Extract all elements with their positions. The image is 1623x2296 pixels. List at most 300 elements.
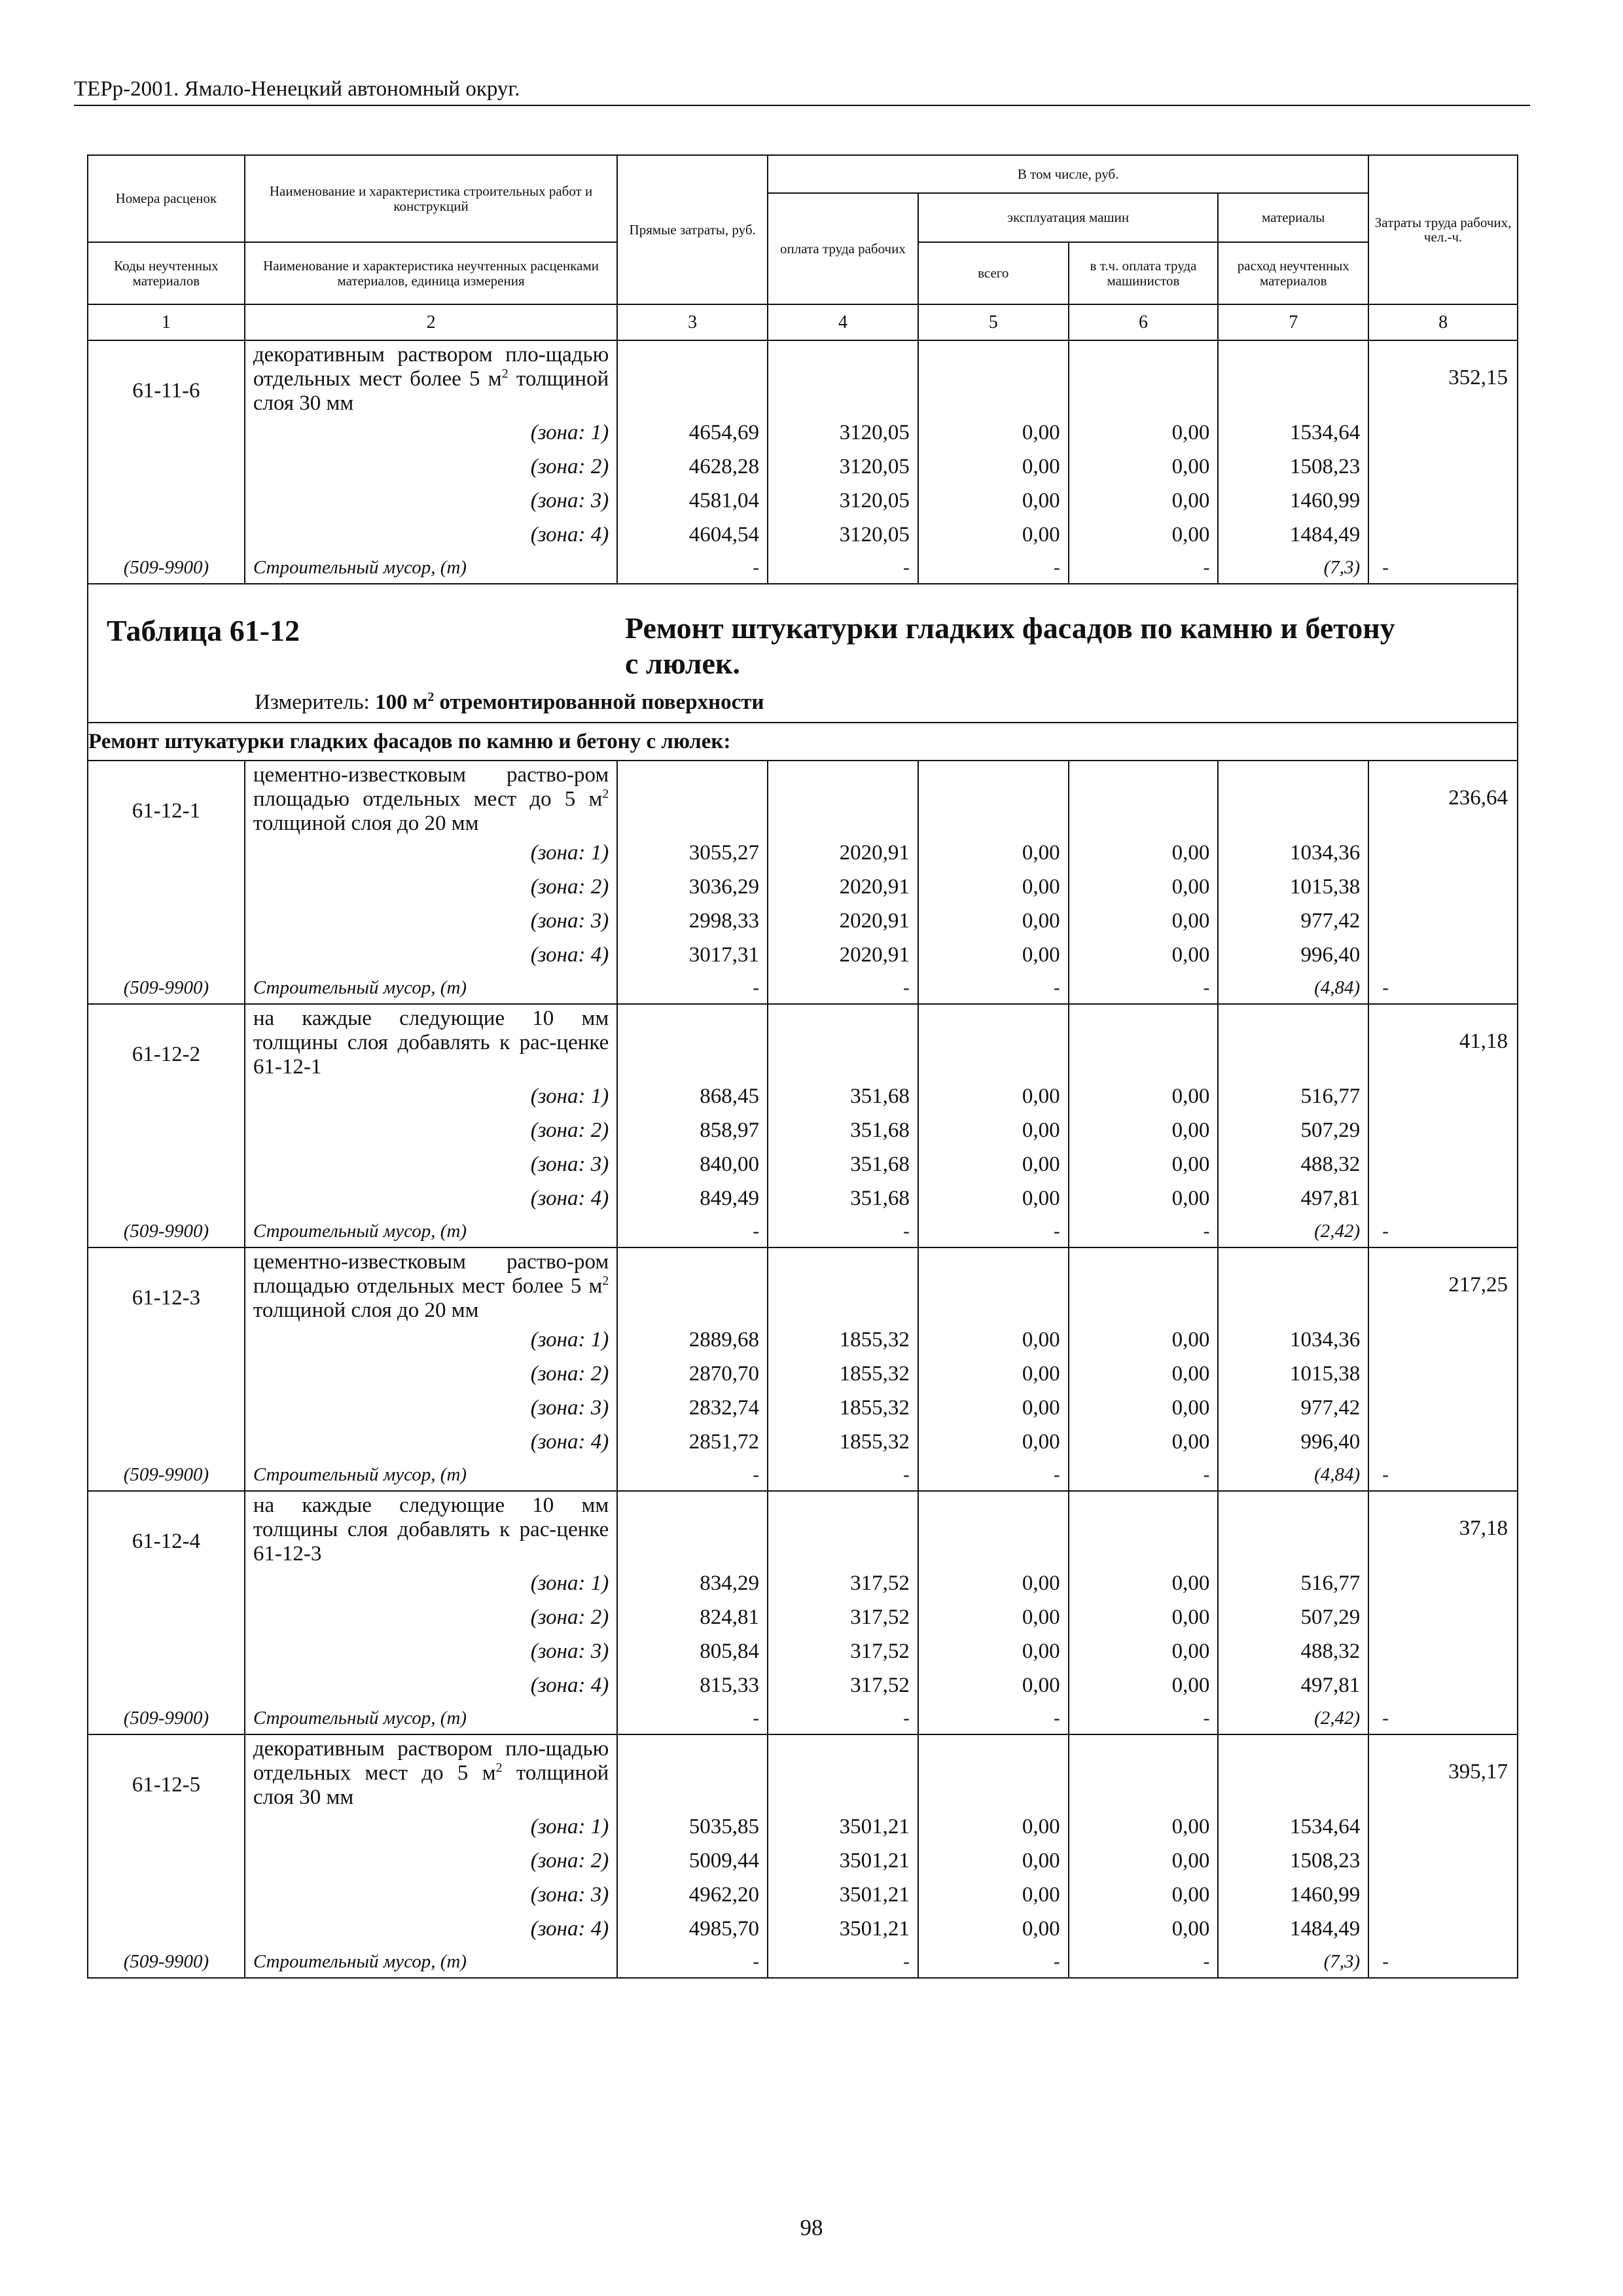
direct-costs-value: 4654,69 (617, 416, 768, 450)
materials-value: 1460,99 (1218, 1878, 1368, 1912)
zone-row (88, 1113, 1518, 1147)
header-operator-pay: в т.ч. оплата труда машинистов (1069, 242, 1219, 304)
zone-row (88, 1323, 1518, 1357)
empty-cell (1218, 761, 1368, 836)
empty-cell (88, 484, 245, 518)
operator-pay-value: 0,00 (1069, 1878, 1219, 1912)
rate-description: на каждые следующие 10 мм толщины слоя добавлять к рас-ценке 61-12-1 (245, 1004, 617, 1079)
dash-cell: - (1069, 1215, 1219, 1247)
material-code: (509-9900) (88, 1946, 245, 1978)
worker-pay-value: 317,52 (768, 1566, 918, 1600)
direct-costs-value: 2889,68 (617, 1323, 768, 1357)
machine-total-value: 0,00 (918, 836, 1069, 870)
debris-row (88, 1946, 1518, 1978)
empty-cell (1368, 1810, 1518, 1844)
zone-label: (зона: 3) (245, 1634, 617, 1668)
worker-pay-value: 3120,05 (768, 450, 918, 484)
header-work-name: Наименование и характеристика строительных работ и конструкций (245, 155, 617, 242)
empty-cell (88, 904, 245, 938)
empty-cell (918, 340, 1069, 416)
zone-row (88, 1566, 1518, 1600)
empty-cell (1368, 1600, 1518, 1634)
operator-pay-value: 0,00 (1069, 416, 1219, 450)
materials-value: 507,29 (1218, 1600, 1368, 1634)
worker-pay-value: 2020,91 (768, 836, 918, 870)
empty-cell (88, 1912, 245, 1946)
dash-cell: - (617, 1702, 768, 1734)
dash-cell: - (918, 1215, 1069, 1247)
empty-cell (768, 1491, 918, 1566)
zone-label: (зона: 3) (245, 904, 617, 938)
direct-costs-value: 840,00 (617, 1147, 768, 1181)
worker-pay-value: 351,68 (768, 1147, 918, 1181)
empty-cell (1368, 904, 1518, 938)
materials-value: 497,81 (1218, 1181, 1368, 1215)
dash-cell: - (1368, 1459, 1518, 1491)
machine-total-value: 0,00 (918, 1566, 1069, 1600)
zone-label: (зона: 4) (245, 938, 617, 972)
direct-costs-value: 4962,20 (617, 1878, 768, 1912)
zone-label: (зона: 1) (245, 1079, 617, 1113)
machine-total-value: 0,00 (918, 416, 1069, 450)
rate-description: цементно-известковым раство-ром площадью отдельных мест более 5 $м^2$ толщиной слоя до 20 мм (245, 1247, 617, 1323)
empty-cell (1069, 1004, 1219, 1079)
dash-cell: - (1368, 1702, 1518, 1734)
zone-label: (зона: 2) (245, 450, 617, 484)
empty-cell (1069, 761, 1219, 836)
material-name: Строительный мусор, (т) (245, 1215, 617, 1247)
operator-pay-value: 0,00 (1069, 938, 1219, 972)
header-rate-numbers: Номера расценок (88, 155, 245, 242)
machine-total-value: 0,00 (918, 1357, 1069, 1391)
direct-costs-value: 834,29 (617, 1566, 768, 1600)
worker-pay-value: 3501,21 (768, 1810, 918, 1844)
table-meter (255, 691, 764, 715)
empty-cell (1368, 1844, 1518, 1878)
empty-cell (1368, 836, 1518, 870)
empty-cell (1218, 1247, 1368, 1323)
direct-costs-value: 3055,27 (617, 836, 768, 870)
zone-row (88, 1079, 1518, 1113)
rate-row (88, 1491, 1518, 1566)
empty-cell (1069, 340, 1219, 416)
zone-row (88, 1357, 1518, 1391)
operator-pay-value: 0,00 (1069, 1391, 1219, 1425)
direct-costs-value: 868,45 (617, 1079, 768, 1113)
zone-row (88, 1181, 1518, 1215)
rate-code: 61-11-6 (88, 340, 245, 416)
empty-cell (1368, 938, 1518, 972)
page-number: 98 (800, 2215, 823, 2240)
zone-label: (зона: 3) (245, 1878, 617, 1912)
zone-label: (зона: 1) (245, 836, 617, 870)
zone-row (88, 1425, 1518, 1459)
operator-pay-value: 0,00 (1069, 1600, 1219, 1634)
debris-amount: (7,3) (1218, 552, 1368, 584)
rate-row (88, 1247, 1518, 1323)
operator-pay-value: 0,00 (1069, 870, 1219, 904)
dash-cell: - (1368, 1215, 1518, 1247)
debris-row (88, 1215, 1518, 1247)
materials-value: 1015,38 (1218, 870, 1368, 904)
machine-total-value: 0,00 (918, 1600, 1069, 1634)
worker-pay-value: 2020,91 (768, 870, 918, 904)
header-material-names: Наименование и характеристика неучтенных расценками материалов, единица измерения (245, 242, 617, 304)
direct-costs-value: 4604,54 (617, 518, 768, 552)
zone-row (88, 416, 1518, 450)
worker-pay-value: 1855,32 (768, 1323, 918, 1357)
empty-cell (768, 761, 918, 836)
column-number: 3 (617, 304, 768, 340)
empty-cell (1069, 1734, 1219, 1810)
materials-value: 516,77 (1218, 1566, 1368, 1600)
empty-cell (617, 1247, 768, 1323)
table-number: Таблица 61-12 (107, 614, 300, 647)
empty-cell (1218, 1491, 1368, 1566)
empty-cell (88, 1357, 245, 1391)
machine-total-value: 0,00 (918, 1323, 1069, 1357)
rate-row (88, 1734, 1518, 1810)
empty-cell (768, 1247, 918, 1323)
materials-value: 1534,64 (1218, 416, 1368, 450)
machine-total-value: 0,00 (918, 518, 1069, 552)
direct-costs-value: 858,97 (617, 1113, 768, 1147)
empty-cell (88, 1668, 245, 1702)
direct-costs-value: 4628,28 (617, 450, 768, 484)
zone-label: (зона: 4) (245, 1912, 617, 1946)
labor-value: 41,18 (1368, 1004, 1518, 1079)
operator-pay-value: 0,00 (1069, 836, 1219, 870)
material-code: (509-9900) (88, 1459, 245, 1491)
empty-cell (88, 450, 245, 484)
direct-costs-value: 805,84 (617, 1634, 768, 1668)
empty-cell (918, 1491, 1069, 1566)
direct-costs-value: 815,33 (617, 1668, 768, 1702)
header-labor: Затраты труда рабочих, чел.-ч. (1368, 155, 1518, 304)
zone-row (88, 870, 1518, 904)
zone-label: (зона: 2) (245, 1357, 617, 1391)
materials-value: 497,81 (1218, 1668, 1368, 1702)
rate-description: цементно-известковым раство-ром площадью отдельных мест до 5 $м^2$ толщиной слоя до 20 мм (245, 761, 617, 836)
worker-pay-value: 3501,21 (768, 1844, 918, 1878)
empty-cell (768, 340, 918, 416)
zone-row (88, 450, 1518, 484)
meter-label: Измеритель: (255, 691, 370, 714)
header-rule (74, 105, 1530, 106)
worker-pay-value: 351,68 (768, 1181, 918, 1215)
material-code: (509-9900) (88, 972, 245, 1004)
header-machine-ops: эксплуатация машин (918, 193, 1219, 242)
empty-cell (1368, 870, 1518, 904)
rate-code: 61-12-4 (88, 1491, 245, 1566)
entries (88, 761, 1518, 1978)
materials-value: 996,40 (1218, 938, 1368, 972)
operator-pay-value: 0,00 (1069, 1181, 1219, 1215)
materials-value: 1034,36 (1218, 836, 1368, 870)
worker-pay-value: 317,52 (768, 1634, 918, 1668)
operator-pay-value: 0,00 (1069, 1566, 1219, 1600)
running-header: ТЕРр-2001. Ямало-Ненецкий автономный округ. (74, 77, 520, 101)
worker-pay-value: 1855,32 (768, 1425, 918, 1459)
dash-cell: - (1368, 552, 1518, 584)
zone-label: (зона: 1) (245, 1566, 617, 1600)
empty-cell (1368, 1566, 1518, 1600)
rate-row (88, 761, 1518, 836)
rates-table (87, 154, 1518, 1979)
header-worker-pay: оплата труда рабочих (768, 193, 918, 304)
worker-pay-value: 317,52 (768, 1668, 918, 1702)
header-material-codes: Коды неучтенных материалов (88, 242, 245, 304)
empty-cell (1368, 518, 1518, 552)
zone-row (88, 1600, 1518, 1634)
machine-total-value: 0,00 (918, 1634, 1069, 1668)
empty-cell (88, 1113, 245, 1147)
rate-row (88, 1004, 1518, 1079)
empty-cell (768, 1734, 918, 1810)
zone-label: (зона: 3) (245, 1147, 617, 1181)
zone-label: (зона: 1) (245, 416, 617, 450)
zone-label: (зона: 2) (245, 870, 617, 904)
debris-row (88, 972, 1518, 1004)
zone-row (88, 1634, 1518, 1668)
material-name: Строительный мусор, (т) (245, 1459, 617, 1491)
rate-code: 61-12-5 (88, 1734, 245, 1810)
empty-cell (617, 1491, 768, 1566)
column-number: 7 (1218, 304, 1368, 340)
header-unaccounted-materials: расход неучтенных материалов (1218, 242, 1368, 304)
rate-code: 61-12-3 (88, 1247, 245, 1323)
operator-pay-value: 0,00 (1069, 484, 1219, 518)
empty-cell (1218, 1004, 1368, 1079)
direct-costs-value: 2870,70 (617, 1357, 768, 1391)
materials-value: 507,29 (1218, 1113, 1368, 1147)
operator-pay-value: 0,00 (1069, 1113, 1219, 1147)
machine-total-value: 0,00 (918, 450, 1069, 484)
debris-amount: (4,84) (1218, 1459, 1368, 1491)
machine-total-value: 0,00 (918, 1912, 1069, 1946)
machine-total-value: 0,00 (918, 1391, 1069, 1425)
operator-pay-value: 0,00 (1069, 1079, 1219, 1113)
empty-cell (617, 340, 768, 416)
debris-row (88, 1702, 1518, 1734)
zone-label: (зона: 4) (245, 518, 617, 552)
materials-value: 996,40 (1218, 1425, 1368, 1459)
empty-cell (88, 1600, 245, 1634)
dash-cell: - (918, 1459, 1069, 1491)
materials-value: 1534,64 (1218, 1810, 1368, 1844)
dash-cell: - (768, 1702, 918, 1734)
machine-total-value: 0,00 (918, 484, 1069, 518)
debris-amount: (4,84) (1218, 972, 1368, 1004)
operator-pay-value: 0,00 (1069, 1323, 1219, 1357)
empty-cell (1368, 1357, 1518, 1391)
materials-value: 1484,49 (1218, 518, 1368, 552)
machine-total-value: 0,00 (918, 1878, 1069, 1912)
worker-pay-value: 1855,32 (768, 1357, 918, 1391)
dash-cell: - (768, 552, 918, 584)
empty-cell (88, 1566, 245, 1600)
debris-row (88, 1459, 1518, 1491)
operator-pay-value: 0,00 (1069, 1634, 1219, 1668)
zone-row (88, 904, 1518, 938)
empty-cell (88, 1634, 245, 1668)
empty-cell (1368, 1147, 1518, 1181)
header-direct-costs: Прямые затраты, руб. (617, 155, 768, 304)
debris-row (88, 552, 1518, 584)
direct-costs-value: 3036,29 (617, 870, 768, 904)
dash-cell: - (918, 1702, 1069, 1734)
zone-label: (зона: 3) (245, 484, 617, 518)
dash-cell: - (1069, 1946, 1219, 1978)
dash-cell: - (768, 1215, 918, 1247)
zone-row (88, 1147, 1518, 1181)
dash-cell: - (617, 972, 768, 1004)
material-code: (509-9900) (88, 552, 245, 584)
empty-cell (88, 1878, 245, 1912)
empty-cell (88, 836, 245, 870)
empty-cell (1368, 1391, 1518, 1425)
column-number: 2 (245, 304, 617, 340)
header-machine-total: всего (918, 242, 1069, 304)
materials-value: 977,42 (1218, 904, 1368, 938)
empty-cell (1368, 484, 1518, 518)
material-code: (509-9900) (88, 1702, 245, 1734)
empty-cell (768, 1004, 918, 1079)
machine-total-value: 0,00 (918, 870, 1069, 904)
empty-cell (88, 870, 245, 904)
dash-cell: - (768, 1459, 918, 1491)
empty-cell (1368, 450, 1518, 484)
section-heading: Ремонт штукатурки гладких фасадов по камню и бетону с люлек: (88, 723, 1518, 761)
empty-cell (918, 761, 1069, 836)
zone-row (88, 1810, 1518, 1844)
table-title-block (88, 584, 1518, 761)
labor-value: 37,18 (1368, 1491, 1518, 1566)
materials-value: 1508,23 (1218, 1844, 1368, 1878)
empty-cell (1218, 340, 1368, 416)
empty-cell (88, 1323, 245, 1357)
empty-cell (1368, 1878, 1518, 1912)
empty-cell (1368, 1323, 1518, 1357)
empty-cell (88, 938, 245, 972)
machine-total-value: 0,00 (918, 1844, 1069, 1878)
zone-row (88, 518, 1518, 552)
column-number-row (88, 304, 1518, 340)
materials-value: 1484,49 (1218, 1912, 1368, 1946)
rate-description: на каждые следующие 10 мм толщины слоя добавлять к рас-ценке 61-12-3 (245, 1491, 617, 1566)
operator-pay-value: 0,00 (1069, 450, 1219, 484)
materials-value: 488,32 (1218, 1147, 1368, 1181)
machine-total-value: 0,00 (918, 938, 1069, 972)
materials-value: 516,77 (1218, 1079, 1368, 1113)
dash-cell: - (1069, 972, 1219, 1004)
table-header (88, 155, 1518, 340)
empty-cell (88, 518, 245, 552)
empty-cell (88, 1391, 245, 1425)
material-name: Строительный мусор, (т) (245, 972, 617, 1004)
dash-cell: - (1368, 1946, 1518, 1978)
machine-total-value: 0,00 (918, 1668, 1069, 1702)
dash-cell: - (918, 1946, 1069, 1978)
empty-cell (918, 1247, 1069, 1323)
direct-costs-value: 3017,31 (617, 938, 768, 972)
empty-cell (617, 761, 768, 836)
worker-pay-value: 3501,21 (768, 1878, 918, 1912)
machine-total-value: 0,00 (918, 1425, 1069, 1459)
direct-costs-value: 4581,04 (617, 484, 768, 518)
zone-label: (зона: 2) (245, 1113, 617, 1147)
labor-value: 217,25 (1368, 1247, 1518, 1323)
worker-pay-value: 3120,05 (768, 416, 918, 450)
table-name: Ремонт штукатурки гладких фасадов по камню и бетону с люлек. (625, 611, 1395, 680)
machine-total-value: 0,00 (918, 1147, 1069, 1181)
debris-amount: (2,42) (1218, 1702, 1368, 1734)
empty-cell (1069, 1491, 1219, 1566)
dash-cell: - (617, 1215, 768, 1247)
empty-cell (1368, 1668, 1518, 1702)
materials-value: 1034,36 (1218, 1323, 1368, 1357)
direct-costs-value: 2851,72 (617, 1425, 768, 1459)
zone-label: (зона: 3) (245, 1391, 617, 1425)
zone-row (88, 484, 1518, 518)
labor-value: 395,17 (1368, 1734, 1518, 1810)
operator-pay-value: 0,00 (1069, 1147, 1219, 1181)
material-name: Строительный мусор, (т) (245, 1946, 617, 1978)
zone-label: (зона: 4) (245, 1181, 617, 1215)
dash-cell: - (1069, 552, 1219, 584)
column-number: 1 (88, 304, 245, 340)
empty-cell (1069, 1247, 1219, 1323)
rate-code: 61-12-2 (88, 1004, 245, 1079)
column-number: 6 (1069, 304, 1219, 340)
empty-cell (1368, 1181, 1518, 1215)
zone-label: (зона: 1) (245, 1810, 617, 1844)
direct-costs-value: 2832,74 (617, 1391, 768, 1425)
zone-row (88, 938, 1518, 972)
empty-cell (88, 1844, 245, 1878)
zone-row (88, 1844, 1518, 1878)
dash-cell: - (918, 972, 1069, 1004)
debris-amount: (2,42) (1218, 1215, 1368, 1247)
machine-total-value: 0,00 (918, 1079, 1069, 1113)
zone-row (88, 836, 1518, 870)
zone-row (88, 1878, 1518, 1912)
dash-cell: - (617, 552, 768, 584)
materials-value: 1460,99 (1218, 484, 1368, 518)
debris-amount: (7,3) (1218, 1946, 1368, 1978)
operator-pay-value: 0,00 (1069, 1810, 1219, 1844)
rate-code: 61-12-1 (88, 761, 245, 836)
zone-row (88, 1912, 1518, 1946)
worker-pay-value: 2020,91 (768, 938, 918, 972)
machine-total-value: 0,00 (918, 1181, 1069, 1215)
labor-value: 236,64 (1368, 761, 1518, 836)
material-name: Строительный мусор, (т) (245, 552, 617, 584)
direct-costs-value: 849,49 (617, 1181, 768, 1215)
direct-costs-value: 4985,70 (617, 1912, 768, 1946)
zone-row (88, 1391, 1518, 1425)
dash-cell: - (1069, 1459, 1219, 1491)
empty-cell (1368, 1079, 1518, 1113)
empty-cell (1368, 1113, 1518, 1147)
zone-row (88, 1668, 1518, 1702)
empty-cell (1368, 416, 1518, 450)
zone-label: (зона: 2) (245, 1844, 617, 1878)
empty-cell (88, 1810, 245, 1844)
empty-cell (1368, 1912, 1518, 1946)
empty-cell (88, 1079, 245, 1113)
empty-cell (1368, 1634, 1518, 1668)
